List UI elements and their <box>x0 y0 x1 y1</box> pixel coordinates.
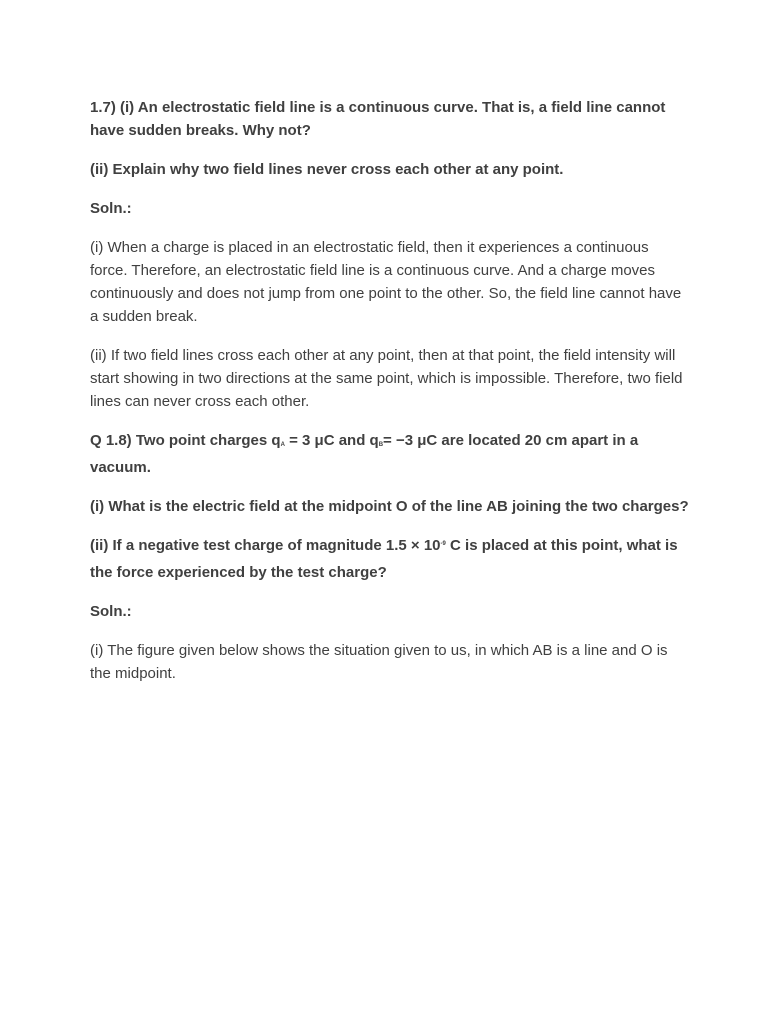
question-1-8-part-i: (i) What is the electric field at the midpoint O of the line AB joining the two charges? <box>90 498 689 516</box>
answer-1-8-part-i: (i) The figure given below shows the situation given to us, in which AB is a line and O is the midpoint. <box>90 641 668 682</box>
q18-ii-superscript: -9 <box>440 541 446 547</box>
question-1-8-statement <box>90 429 690 479</box>
q18-text-a: Q 1.8) Two point charges q <box>90 432 281 450</box>
q18-ii-text-a: (ii) If a negative test charge of magnitude 1.5 × 10 <box>90 537 441 554</box>
q18-text-c: = −3 μC are located 20 cm apart in a vacuum. <box>90 432 639 477</box>
answer-1-7-part-i: (i) When a charge is placed in an electrostatic field, then it experiences a continuous force. Therefore, an electrostatic field line is a continuous curve. And a charge moves continuously and does not jump from one point to the other. So, the field line cannot have a sudden break. <box>90 238 682 326</box>
question-1-8-part-ii <box>90 534 690 584</box>
q18-ii-text-b: C is placed at this point, what is the force experienced by the test charge? <box>90 537 678 582</box>
document-page <box>90 96 690 701</box>
q18-text-b: = 3 μC and q <box>284 432 379 450</box>
question-1-7-part-i: 1.7) (i) An electrostatic field line is a continuous curve. That is, a field line cannot have sudden breaks. Why not? <box>90 99 666 140</box>
solution-label-2: Soln.: <box>90 603 132 620</box>
solution-label: Soln.: <box>90 199 132 217</box>
answer-1-7-part-ii: (ii) If two field lines cross each other at any point, then at that point, the field intensity will start showing in two directions at the same point, which is impossible. Therefore, two field lines can never cross each other. <box>90 347 683 411</box>
q18-subscript-b: B <box>378 442 384 449</box>
q18-subscript-a: A <box>280 442 285 449</box>
question-1-7-part-ii: (ii) Explain why two field lines never cross each other at any point. <box>90 161 564 178</box>
